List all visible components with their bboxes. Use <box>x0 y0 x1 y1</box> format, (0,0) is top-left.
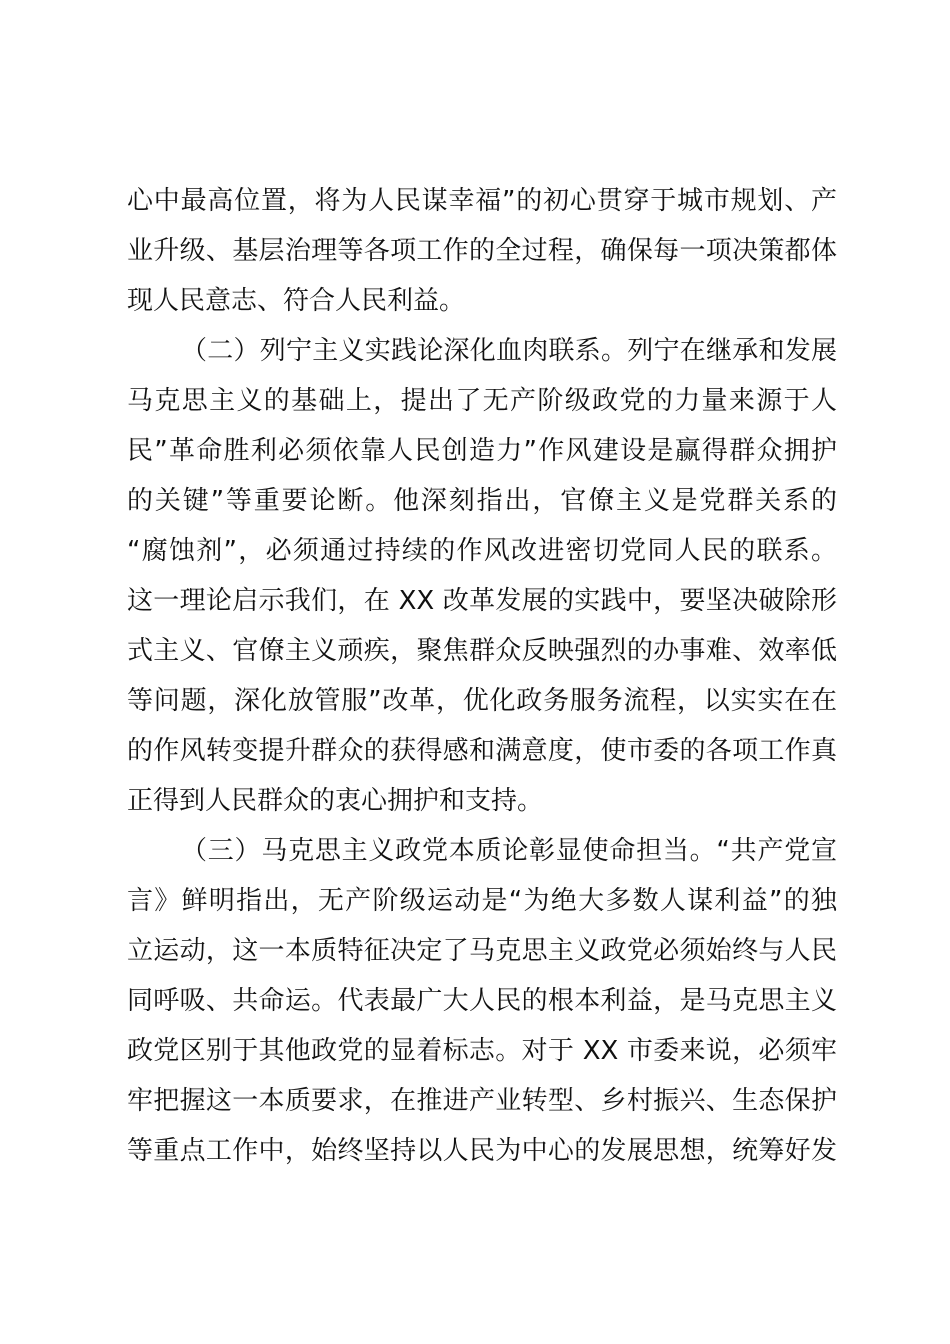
text-line: 现人民意志、符合人民利益。 <box>127 286 466 316</box>
text-line: 等问题，深化放管服”改革，优化政务服务流程，以实实在在 <box>127 686 837 716</box>
text-line: 式主义、官僚主义顽疾，聚焦群众反映强烈的办事难、效率低 <box>127 636 837 666</box>
text-line: 言》鲜明指出，无产阶级运动是“为绝大多数人谋利益”的独 <box>127 886 837 916</box>
text-line: 心中最高位置，将为人民谋幸福”的初心贯穿于城市规划、产 <box>127 186 837 216</box>
section-heading-line: （三）马克思主义政党本质论彰显使命担当。“共产党宣 <box>181 836 837 866</box>
text-line: 的关键”等重要论断。他深刻指出，官僚主义是党群关系的 <box>127 486 837 516</box>
text-line: 牢把握这一本质要求，在推进产业转型、乡村振兴、生态保护 <box>127 1086 837 1116</box>
text-line: 民”革命胜利必须依靠人民创造力”作风建设是赢得群众拥护 <box>127 436 837 466</box>
text-line: 马克思主义的基础上，提出了无产阶级政党的力量来源于人 <box>127 386 837 416</box>
text-line: 正得到人民群众的衷心拥护和支持。 <box>127 786 544 816</box>
text-line: 政党区别于其他政党的显着标志。对于 XX 市委来说，必须牢 <box>127 1036 837 1066</box>
text-line: 这一理论启示我们，在 XX 改革发展的实践中，要坚决破除形 <box>127 586 837 616</box>
text-line: 业升级、基层治理等各项工作的全过程，确保每一项决策都体 <box>127 236 837 266</box>
document-body <box>127 176 837 1176</box>
text-line: 的作风转变提升群众的获得感和满意度，使市委的各项工作真 <box>127 736 837 766</box>
text-line: 立运动，这一本质特征决定了马克思主义政党必须始终与人民 <box>127 936 837 966</box>
section-heading-line: （二）列宁主义实践论深化血肉联系。列宁在继承和发展 <box>181 336 837 366</box>
text-line: 等重点工作中，始终坚持以人民为中心的发展思想，统筹好发 <box>127 1136 837 1166</box>
text-line: 同呼吸、共命运。代表最广大人民的根本利益，是马克思主义 <box>127 986 837 1016</box>
text-line: “腐蚀剂”，必须通过持续的作风改进密切党同人民的联系。 <box>127 536 837 566</box>
